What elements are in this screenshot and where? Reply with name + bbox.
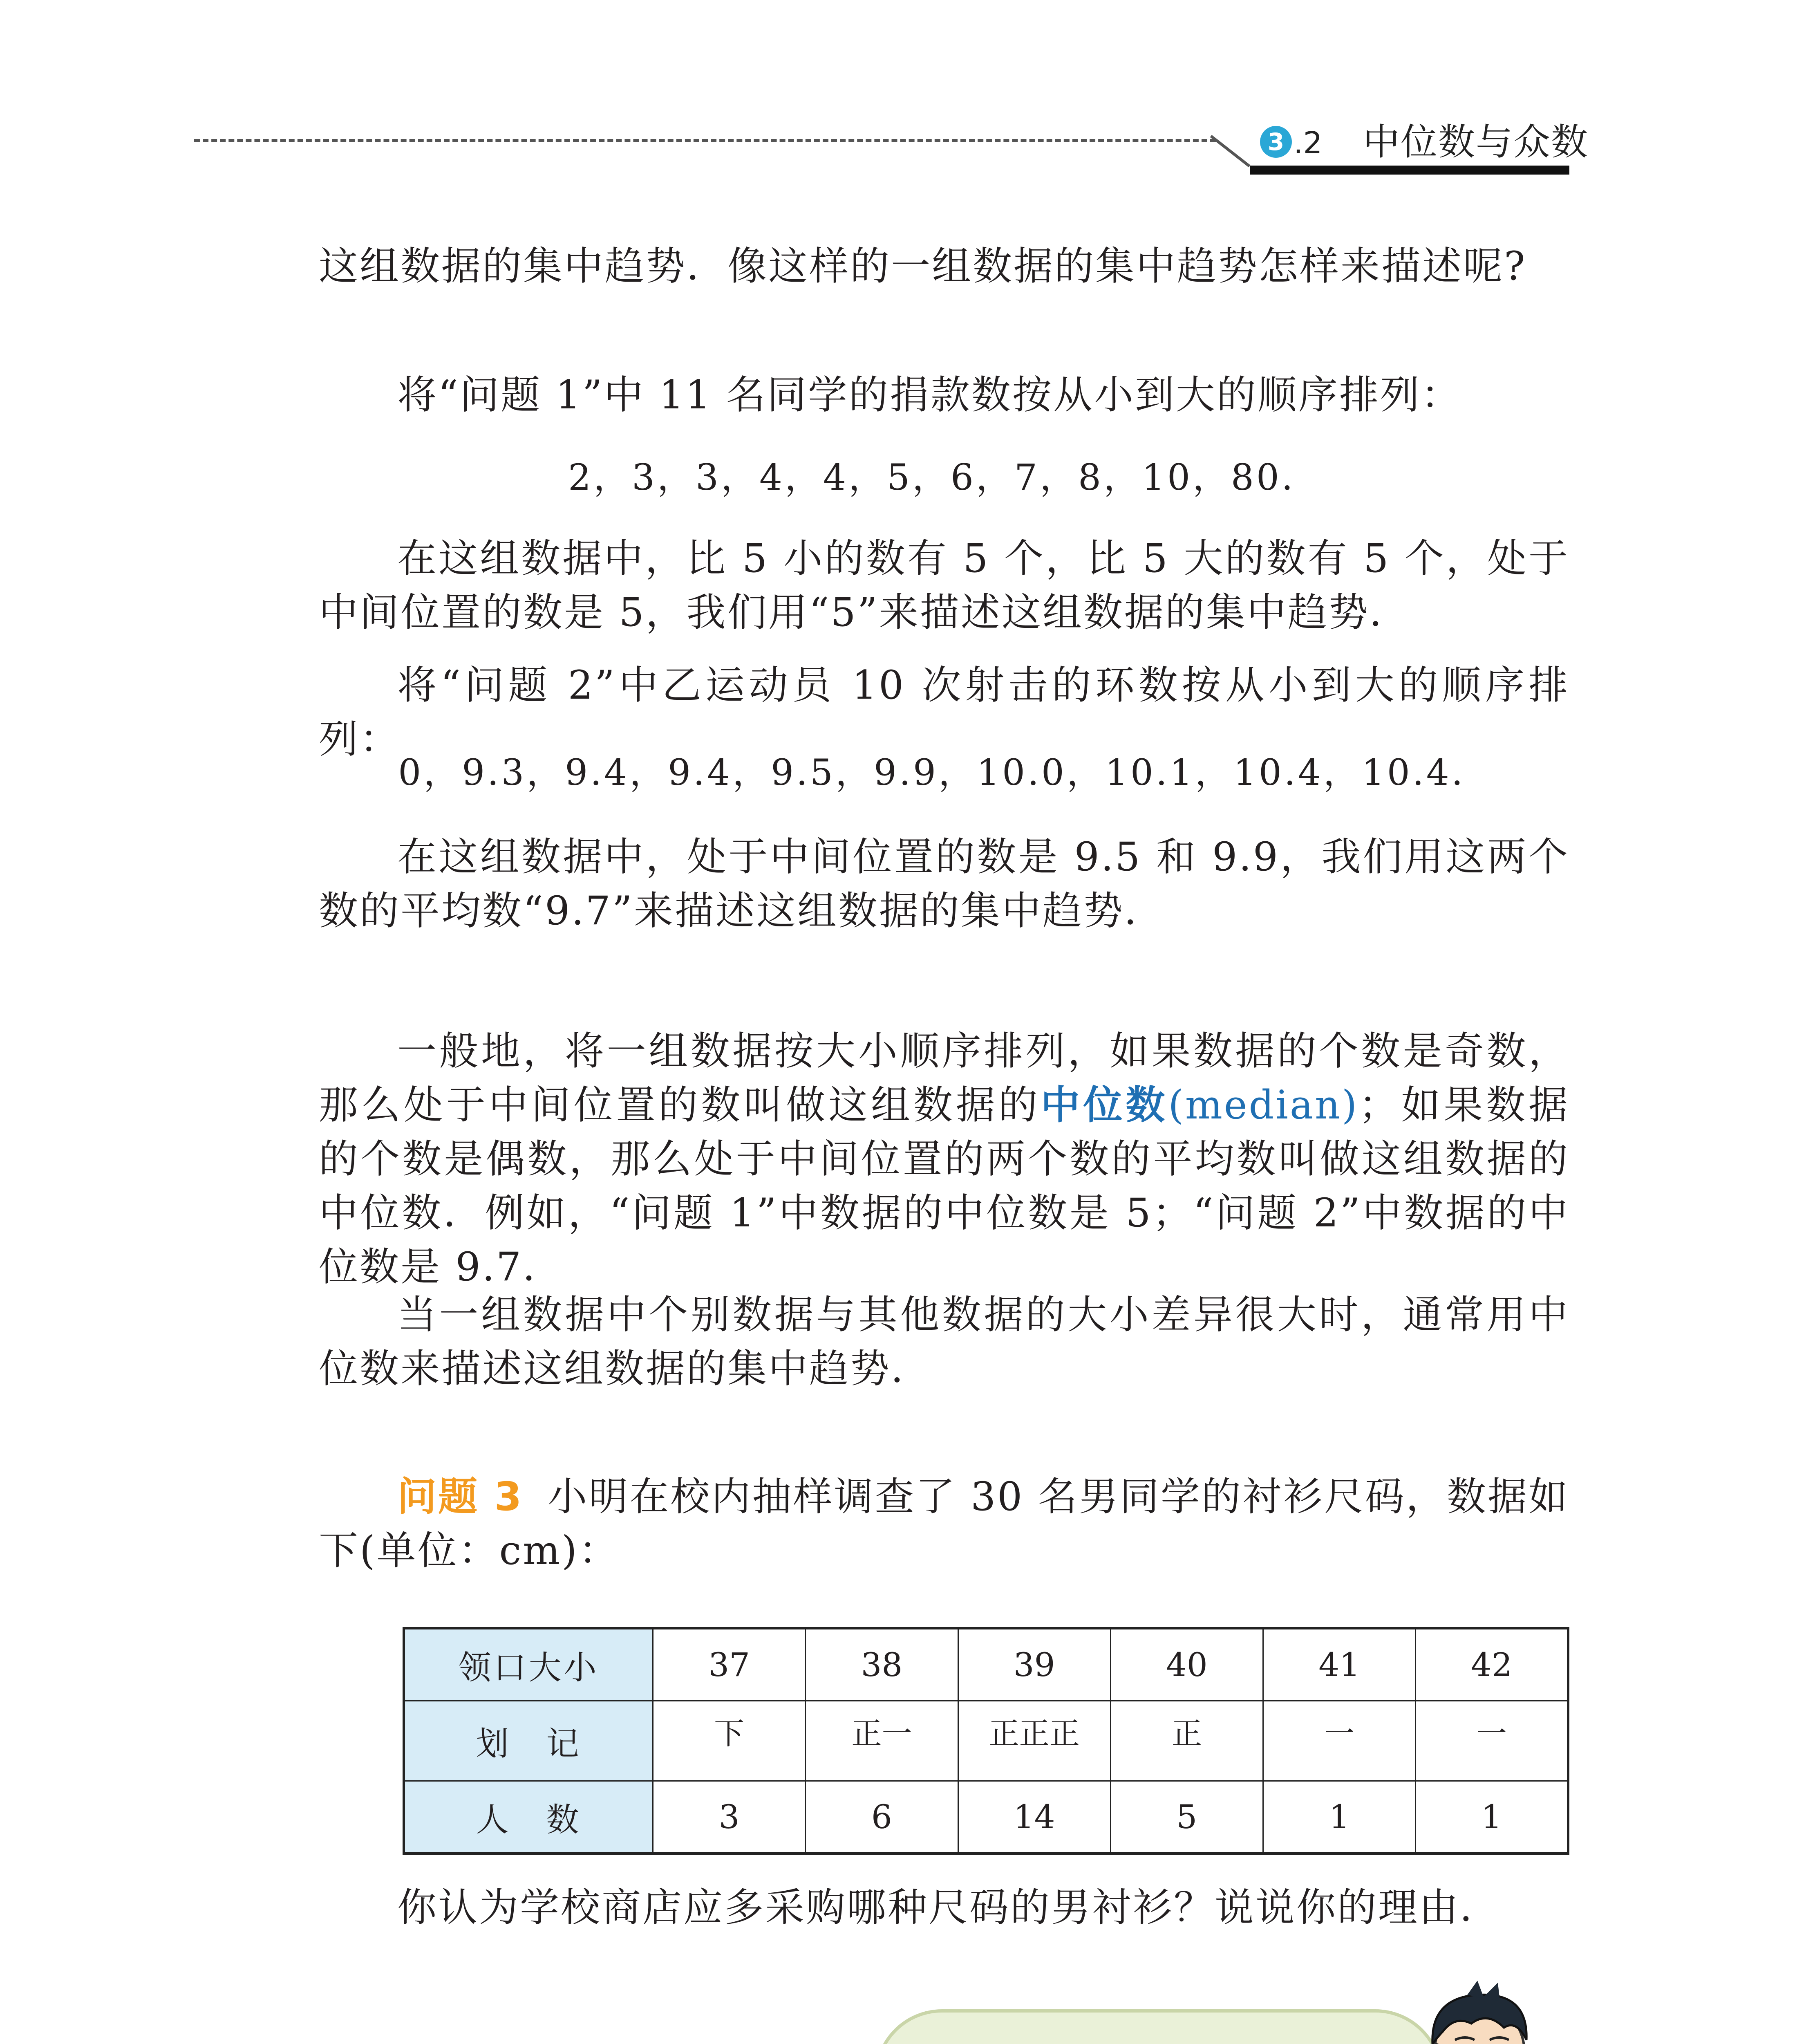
question-3: [319, 1470, 1569, 1578]
size-cell: 40: [1110, 1628, 1263, 1701]
count-cell: 5: [1110, 1781, 1263, 1854]
table-row: [404, 1701, 1568, 1781]
speech-bubble: [875, 2009, 1443, 2044]
size-cell: 37: [653, 1628, 806, 1701]
question-3-prompt: 你认为学校商店应多采购哪种尺码的男衬衫？说说你的理由．: [397, 1885, 1501, 1930]
shirt-size-table: [403, 1627, 1569, 1855]
header-underline-bar: [1250, 166, 1569, 175]
section-number-circle: 3: [1260, 126, 1292, 158]
median-definition-text-1: 一般地，将一组数据按大小顺序排列，如果数据的个数是奇数，那么处于中间位置的数叫做这组数据的: [319, 1028, 1569, 1128]
sorted-sequence-2: 0，9.3，9.4，9.4，9.5，9.9，10.0，10.1，10.4，10.4．: [398, 751, 1490, 793]
median-usage-note: 当一组数据中个别数据与其他数据的大小差异很大时，通常用中位数来描述这组数据的集中趋势．: [319, 1292, 1569, 1392]
sort-intro-2: 将“问题 2”中乙运动员 10 次射击的环数按从小到大的顺序排列：: [319, 662, 1569, 762]
question-3-label: 问题 3: [397, 1474, 524, 1520]
intro-paragraph: 这组数据的集中趋势．像这样的一组数据的集中趋势怎样来描述呢?: [319, 243, 1527, 289]
table-row: [404, 1628, 1568, 1701]
row-label-count: 人 数: [404, 1781, 653, 1854]
size-cell: 42: [1416, 1628, 1568, 1701]
section-title: 中位数与众数: [1363, 121, 1589, 164]
size-cell: 38: [806, 1628, 958, 1701]
header-dashed-rule: [194, 139, 1216, 142]
tally-cell: 正: [1110, 1701, 1263, 1781]
speech-bubble-line-1: [911, 2042, 1422, 2044]
tally-cell: 一: [1263, 1701, 1416, 1781]
tally-cell: 下: [653, 1701, 806, 1781]
count-cell: 3: [653, 1781, 806, 1854]
tally-cell: 正一: [806, 1701, 958, 1781]
size-cell: 41: [1263, 1628, 1416, 1701]
count-cell: 14: [958, 1781, 1110, 1854]
speech-bubble-text: [911, 2042, 1422, 2044]
median-term: 中位数: [1041, 1082, 1168, 1128]
count-cell: 1: [1416, 1781, 1568, 1854]
sorted-sequence-1: 2，3，3，4，4，5，6，7，8，10，80．: [568, 456, 1320, 498]
tally-cell: 一: [1416, 1701, 1568, 1781]
median-term-english: (median): [1168, 1082, 1359, 1128]
size-cell: 39: [958, 1628, 1110, 1701]
table-row: [404, 1781, 1568, 1854]
count-cell: 1: [1263, 1781, 1416, 1854]
sort-intro-1: 将“问题 1”中 11 名同学的捐款数按从小到大的顺序排列：: [397, 372, 1462, 418]
student-illustration-icon: [1406, 1979, 1553, 2044]
question-3-text: 小明在校内抽样调查了 30 名男同学的衬衫尺码，数据如下(单位：cm)：: [319, 1474, 1570, 1573]
header-slant-rule: [1210, 135, 1251, 167]
row-label-size: 领口大小: [404, 1628, 653, 1701]
median-explanation-1: 在这组数据中，比 5 小的数有 5 个，比 5 大的数有 5 个，处于中间位置的数是 5，我们用“5”来描述这组数据的集中趋势．: [319, 536, 1569, 635]
section-number-suffix: .2: [1294, 126, 1323, 161]
median-explanation-2: 在这组数据中，处于中间位置的数是 9.5 和 9.9，我们用这两个数的平均数“9.7”来描述这组数据的集中趋势．: [319, 834, 1569, 934]
tally-cell: 正正正: [958, 1701, 1110, 1781]
median-definition: [319, 1024, 1569, 1294]
row-label-tally: 划 记: [404, 1701, 653, 1781]
median-definition-text-2: ；如果数据的个数是偶数，那么处于中间位置的两个数的平均数叫做这组数据的中位数．例如，“问题 1”中数据的中位数是 5；“问题 2”中数据的中位数是 9.7．: [319, 1082, 1570, 1290]
count-cell: 6: [806, 1781, 958, 1854]
